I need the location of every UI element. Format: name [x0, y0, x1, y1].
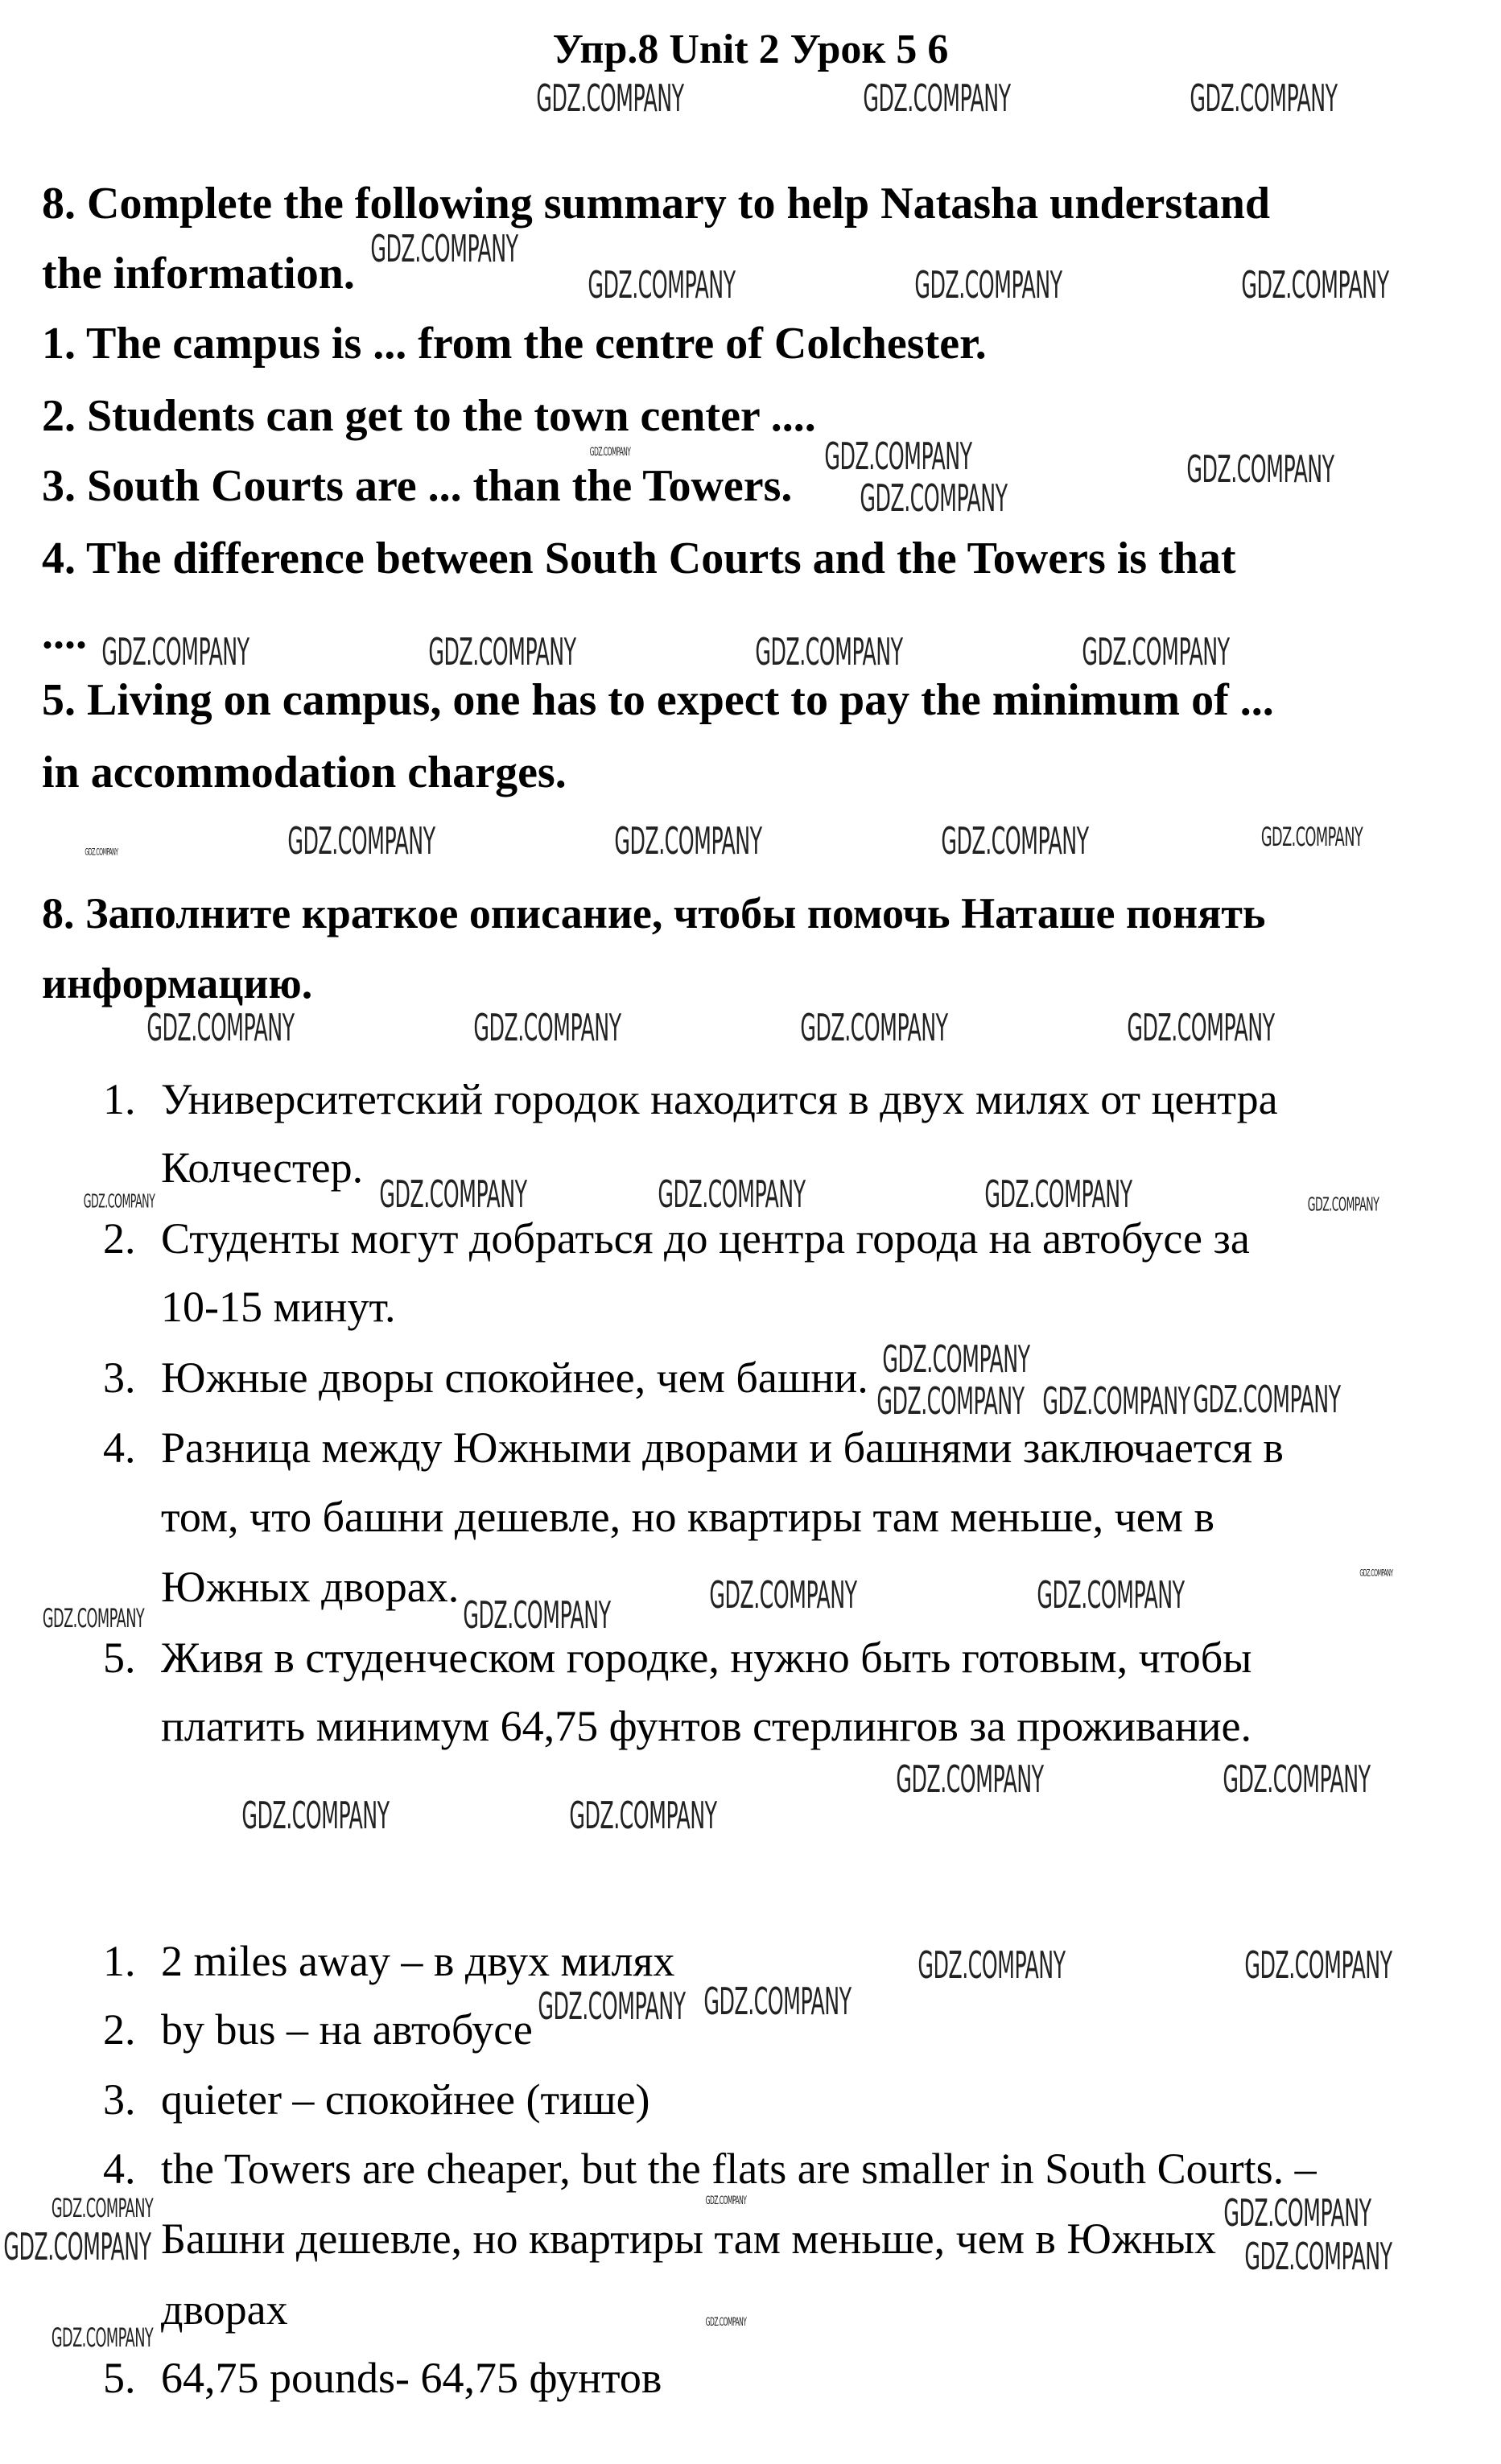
answer-text: quieter – спокойнее (тише): [161, 2075, 650, 2124]
watermark: GDZ.COMPANY: [755, 630, 903, 674]
watermark: GDZ.COMPANY: [473, 1005, 621, 1049]
task-en-item: 5. Living on campus, one has to expect to pay the minimum of ...: [42, 675, 1274, 725]
watermark: GDZ.COMPANY: [1190, 76, 1338, 121]
watermark: GDZ.COMPANY: [287, 819, 435, 863]
answer-text: Башни дешевле, но квартиры там меньше, чем в Южных: [161, 2215, 1217, 2263]
watermark: GDZ.COMPANY: [588, 262, 736, 307]
watermark: GDZ.COMPANY: [51, 2322, 153, 2353]
watermark: GDZ.COMPANY: [463, 1593, 611, 1637]
answer-text: the Towers are cheaper, but the flats are smaller in South Courts. –: [161, 2145, 1317, 2193]
task-ru-item-number: 5.: [103, 1634, 136, 1682]
task-ru-heading: информацию.: [42, 959, 313, 1007]
answer-number: 1.: [103, 1937, 136, 1985]
task-ru-item-text: Колчестер.: [161, 1143, 364, 1192]
watermark: GDZ.COMPANY: [3, 2224, 151, 2268]
watermark: GDZ.COMPANY: [1127, 1005, 1275, 1049]
watermark: GDZ.COMPANY: [1244, 1943, 1392, 1988]
answer-text: 2 miles away – в двух милях: [161, 1937, 675, 1985]
task-ru-item-text: Южных дворах.: [161, 1563, 460, 1611]
task-en-item: 1. The campus is ... from the centre of Colchester.: [42, 319, 987, 369]
task-ru-item-text: платить минимум 64,75 фунтов стерлингов за проживание.: [161, 1702, 1252, 1750]
watermark: GDZ.COMPANY: [1193, 1377, 1341, 1421]
task-ru-item-text: 10-15 минут.: [161, 1283, 396, 1331]
watermark: GDZ.COMPANY: [705, 2316, 746, 2330]
watermark: GDZ.COMPANY: [914, 262, 1062, 307]
task-en-item: 4. The difference between South Courts and the Towers is that: [42, 534, 1236, 583]
watermark: GDZ.COMPANY: [918, 1943, 1066, 1988]
watermark: GDZ.COMPANY: [1307, 1194, 1379, 1216]
watermark: GDZ.COMPANY: [85, 846, 118, 858]
watermark: GDZ.COMPANY: [1082, 630, 1230, 674]
watermark: GDZ.COMPANY: [83, 1191, 155, 1213]
watermark: GDZ.COMPANY: [614, 819, 762, 863]
watermark: GDZ.COMPANY: [1261, 821, 1363, 852]
watermark: GDZ.COMPANY: [51, 2192, 153, 2223]
watermark: GDZ.COMPANY: [1244, 2234, 1392, 2278]
watermark: GDZ.COMPANY: [536, 76, 684, 121]
watermark: GDZ.COMPANY: [43, 1602, 145, 1634]
watermark: GDZ.COMPANY: [876, 1378, 1025, 1423]
watermark: GDZ.COMPANY: [1241, 262, 1389, 307]
answer-text: by bus – на автобусе: [161, 2005, 533, 2054]
task-en-item: in accommodation charges.: [42, 748, 567, 797]
watermark: GDZ.COMPANY: [709, 1572, 858, 1617]
watermark: GDZ.COMPANY: [370, 227, 518, 271]
task-en-heading: 8. Complete the following summary to help Natasha understand: [42, 179, 1271, 229]
page-title-text: Упр.8 Unit 2 Урок 5 6: [552, 27, 949, 72]
answer-number: 5.: [103, 2354, 136, 2402]
watermark: GDZ.COMPANY: [1223, 1757, 1371, 1802]
task-ru-item-number: 3.: [103, 1354, 136, 1402]
watermark: GDZ.COMPANY: [882, 1337, 1030, 1381]
watermark: GDZ.COMPANY: [896, 1757, 1044, 1802]
watermark: GDZ.COMPANY: [1186, 447, 1334, 491]
answer-number: 2.: [103, 2005, 136, 2054]
task-ru-item-number: 4.: [103, 1424, 136, 1472]
task-ru-item-text: Южные дворы спокойнее, чем башни.: [161, 1354, 868, 1402]
task-en-item: 2. Students can get to the town center ....: [42, 391, 816, 441]
task-en-item: 3. South Courts are ... than the Towers.: [42, 461, 793, 511]
watermark: GDZ.COMPANY: [538, 1984, 686, 2029]
watermark: GDZ.COMPANY: [800, 1005, 948, 1049]
watermark: GDZ.COMPANY: [658, 1172, 806, 1216]
watermark: GDZ.COMPANY: [863, 76, 1011, 121]
task-ru-item-text: Университетский городок находится в двух милях от центра: [161, 1075, 1278, 1123]
watermark: GDZ.COMPANY: [1036, 1572, 1185, 1617]
watermark: GDZ.COMPANY: [568, 1793, 717, 1837]
answer-number: 3.: [103, 2075, 136, 2124]
task-ru-item-text: том, что башни дешевле, но квартиры там меньше, чем в: [161, 1493, 1214, 1541]
task-ru-item-text: Живя в студенческом городке, нужно быть готовым, чтобы: [161, 1634, 1252, 1682]
watermark: GDZ.COMPANY: [101, 630, 249, 674]
watermark: GDZ.COMPANY: [705, 2194, 746, 2208]
watermark: GDZ.COMPANY: [984, 1172, 1132, 1216]
watermark: GDZ.COMPANY: [1042, 1378, 1190, 1423]
watermark: GDZ.COMPANY: [241, 1793, 390, 1837]
watermark: GDZ.COMPANY: [146, 1005, 295, 1049]
page-title: [0, 29, 1501, 71]
watermark: GDZ.COMPANY: [589, 446, 631, 459]
answer-text: дворах: [161, 2285, 288, 2334]
task-en-item: ....: [42, 608, 87, 658]
task-ru-item-text: Разница между Южными дворами и башнями заключается в: [161, 1424, 1284, 1472]
task-ru-heading: 8. Заполните краткое описание, чтобы помочь Наташе понять: [42, 889, 1266, 937]
task-en-heading: the information.: [42, 249, 355, 299]
watermark: GDZ.COMPANY: [703, 1980, 852, 2024]
task-ru-item-number: 1.: [103, 1075, 136, 1123]
watermark: GDZ.COMPANY: [1359, 1566, 1393, 1578]
answer-text: 64,75 pounds- 64,75 фунтов: [161, 2354, 662, 2402]
watermark: GDZ.COMPANY: [824, 435, 972, 479]
watermark: GDZ.COMPANY: [860, 476, 1008, 520]
watermark: GDZ.COMPANY: [1223, 2190, 1371, 2235]
task-ru-item-text: Студенты могут добраться до центра города на автобусе за: [161, 1214, 1250, 1263]
watermark: GDZ.COMPANY: [941, 819, 1089, 863]
answer-number: 4.: [103, 2145, 136, 2193]
task-ru-item-number: 2.: [103, 1214, 136, 1263]
watermark: GDZ.COMPANY: [428, 630, 576, 674]
watermark: GDZ.COMPANY: [379, 1172, 527, 1216]
